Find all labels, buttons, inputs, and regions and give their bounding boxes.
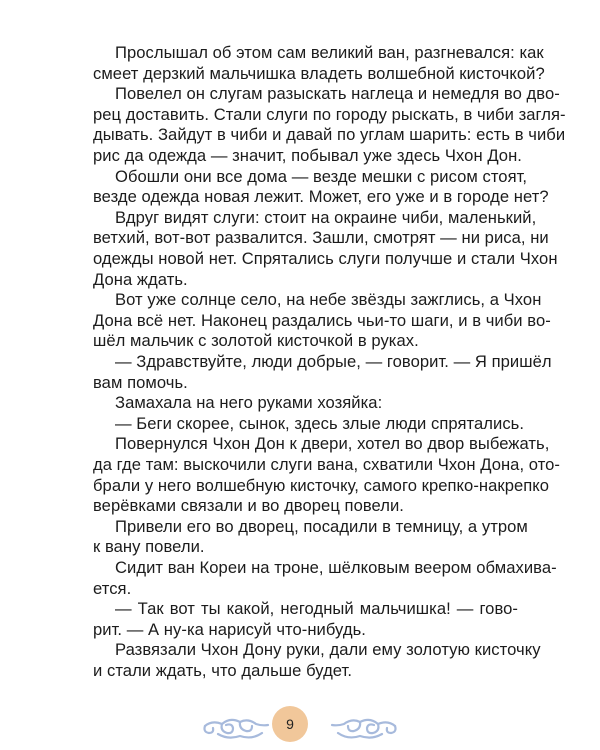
text-line bbox=[0, 146, 600, 168]
text-line bbox=[0, 84, 600, 106]
text-line bbox=[0, 620, 600, 642]
text-line bbox=[0, 167, 600, 189]
text-line bbox=[0, 228, 600, 250]
text-line bbox=[0, 537, 600, 559]
text-line-content: Обошли они все дома — везде мешки с рисом стоят, bbox=[115, 166, 528, 186]
text-line bbox=[0, 125, 600, 147]
text-line bbox=[0, 311, 600, 333]
text-line bbox=[0, 476, 600, 498]
text-line-content: Сидит ван Кореи на троне, шёлковым веером обмахива- bbox=[115, 558, 557, 577]
text-line bbox=[0, 558, 600, 580]
text-line bbox=[0, 208, 600, 230]
text-line-content: Дона ждать. bbox=[93, 269, 188, 289]
text-line-content: дывать. Зайдут в чиби и давай по углам шарить: есть в чиби bbox=[93, 125, 566, 145]
text-line-content: рец доставить. Стали слуги по городу рыскать, в чиби загля- bbox=[93, 104, 566, 124]
text-line bbox=[0, 352, 600, 374]
text-line-content: ветхий, вот-вот развалится. Зашли, смотрят — ни риса, ни bbox=[93, 228, 549, 248]
text-line-content: — Здравствуйте, люди добрые, — говорит. — Я пришёл bbox=[115, 352, 552, 371]
text-line bbox=[0, 290, 600, 312]
text-line bbox=[0, 393, 600, 415]
text-line bbox=[0, 579, 600, 601]
text-line-content: везде одежда новая лежит. Может, его уже и в городе нет? bbox=[93, 187, 549, 207]
text-line bbox=[0, 331, 600, 353]
text-line bbox=[0, 599, 600, 621]
text-line-content: — Беги скорее, сынок, здесь злые люди спрятались. bbox=[115, 413, 525, 433]
text-line bbox=[0, 43, 600, 65]
text-line-content: брали у него волшебную кисточку, самого крепко-накрепко bbox=[93, 475, 550, 495]
text-line bbox=[0, 64, 600, 86]
text-line bbox=[0, 414, 600, 436]
text-line bbox=[0, 249, 600, 271]
text-line bbox=[0, 661, 600, 683]
text-line-content: Дона всё нет. Наконец раздались чьи-то шаги, и в чиби во- bbox=[93, 310, 551, 330]
text-line bbox=[0, 455, 600, 477]
text-line-content: и стали ждать, что дальше будет. bbox=[93, 661, 352, 680]
text-line-content: Вот уже солнце село, на небе звёзды зажглись, а Чхон bbox=[115, 290, 542, 310]
text-line bbox=[0, 187, 600, 209]
text-line-content: — Так вот ты какой, негодный мальчишка! — гово- bbox=[115, 599, 518, 619]
text-line-content: Привели его во дворец, посадили в темницу, а утром bbox=[115, 516, 528, 536]
text-line-content: одежды новой нет. Спрятались слуги получше и стали Чхон bbox=[93, 249, 558, 268]
text-line-content: Прослышал об этом сам великий ван, разгневался: как bbox=[115, 43, 544, 62]
text-line-content: шёл мальчик с золотой кисточкой в руках. bbox=[93, 331, 419, 351]
text-line-content: смеет дерзкий мальчишка владеть волшебной кисточкой? bbox=[93, 63, 545, 83]
text-line-content: Вдруг видят слуги: стоит на окраине чиби, маленький, bbox=[115, 207, 537, 227]
text-line-content: да где там: выскочили слуги вана, схватили Чхон Дона, ото- bbox=[93, 455, 561, 474]
page-number: 9 bbox=[286, 716, 294, 732]
text-line-content: вам помочь. bbox=[93, 372, 188, 392]
text-line-content: ется. bbox=[93, 578, 132, 598]
text-line-content: рис да одежда — значит, побывал уже здесь Чхон Дон. bbox=[93, 146, 522, 165]
text-line-content: верёвками связали и во дворец повели. bbox=[93, 496, 404, 516]
text-line-content: к вану повели. bbox=[93, 537, 205, 557]
text-line-content: Повернулся Чхон Дон к двери, хотел во двор выбежать, bbox=[115, 434, 550, 454]
text-line-content: рит. — А ну-ка нарисуй что-нибудь. bbox=[93, 619, 366, 639]
text-line-content: Замахала на него руками хозяйка: bbox=[115, 393, 383, 413]
text-line bbox=[0, 640, 600, 662]
text-line bbox=[0, 434, 600, 456]
text-line bbox=[0, 270, 600, 292]
text-line bbox=[0, 496, 600, 518]
text-line bbox=[0, 517, 600, 539]
page-footer bbox=[0, 696, 600, 750]
text-line bbox=[0, 105, 600, 127]
text-line-content: Повелел он слугам разыскать наглеца и немедля во дво- bbox=[115, 84, 560, 104]
text-line bbox=[0, 373, 600, 395]
text-line-content: Развязали Чхон Дону руки, дали ему золотую кисточку bbox=[115, 640, 541, 660]
